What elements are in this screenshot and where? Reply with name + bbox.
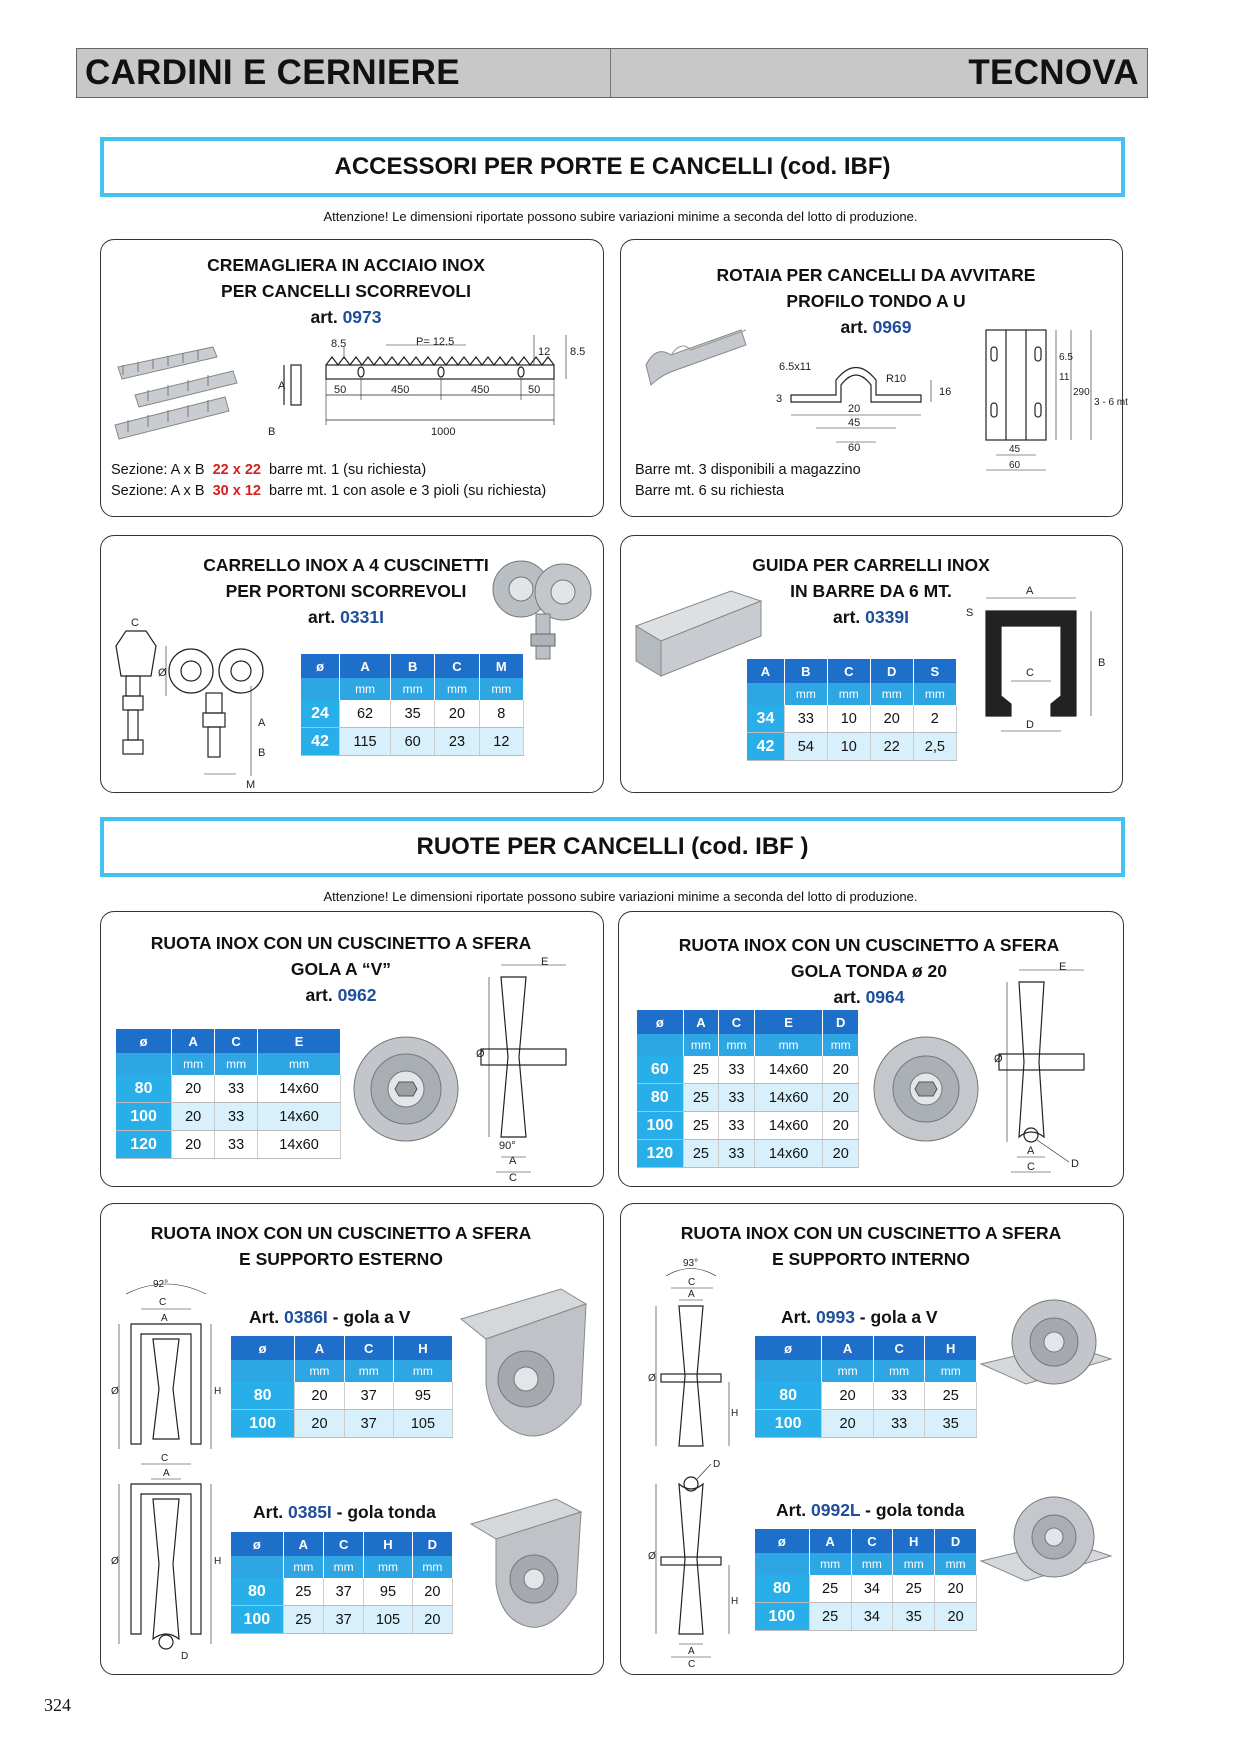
external-support-v-photo <box>441 1284 591 1454</box>
table-row: 24 62 35 20 8 <box>301 700 524 728</box>
table-row: 80 20 33 25 <box>755 1382 977 1410</box>
article-code: 0973 <box>342 307 382 327</box>
svg-text:A: A <box>509 1155 517 1167</box>
table-row: 100 25 34 35 20 <box>755 1603 977 1631</box>
product-title: CREMAGLIERA IN ACCIAIO INOX PER CANCELLI SCORREVOLI art. 0973 <box>207 255 485 327</box>
wheel-0962-table: ø A C E mm mm mm 80 20 33 14x60 100 20 33 14x60 120 20 33 14x60 <box>116 1029 341 1159</box>
svg-text:90°: 90° <box>499 1140 516 1152</box>
svg-text:H: H <box>214 1556 222 1567</box>
product-card-0964 <box>618 911 1124 1187</box>
internal-support-v-photo <box>976 1294 1116 1414</box>
table-row: 80 25 37 95 20 <box>231 1578 453 1606</box>
svg-text:A: A <box>1027 1145 1035 1157</box>
svg-text:20: 20 <box>848 403 861 415</box>
svg-text:A: A <box>161 1313 168 1324</box>
svg-text:60: 60 <box>1009 460 1021 471</box>
header-brand: TECNOVA <box>968 53 1139 92</box>
page-header <box>76 48 1148 98</box>
wheel-0385I-table: ø A C H D mm mm mm mm 80 25 37 95 20 100 25 37 105 20 <box>231 1532 453 1634</box>
rail-availability: Barre mt. 3 disponibili a magazzino Barre mt. 6 su richiesta <box>635 462 861 499</box>
svg-text:12: 12 <box>538 346 551 358</box>
wheel-0964-table: ø A C E D mm mm mm mm 60 25 33 14x60 20 80 25 33 14x60 20 100 25 33 14x60 20 120 25 33 14x60 20 <box>637 1010 859 1168</box>
svg-text:P= 12.5: P= 12.5 <box>416 336 455 348</box>
table-row: 120 20 33 14x60 <box>116 1131 341 1159</box>
guide-section-drawing <box>966 586 1116 736</box>
trolley-drawing <box>106 616 276 791</box>
svg-text:Ø: Ø <box>158 667 167 679</box>
svg-text:A: A <box>258 717 266 729</box>
svg-text:D: D <box>713 1459 721 1470</box>
svg-text:50: 50 <box>528 384 541 396</box>
article-label-0993: Art. 0993 - gola a V <box>781 1307 938 1327</box>
svg-text:1000: 1000 <box>431 426 456 438</box>
table-row: 100 20 33 14x60 <box>116 1103 341 1131</box>
product-card-0973 <box>100 239 604 517</box>
svg-text:290: 290 <box>1073 387 1090 398</box>
article-label-0386I: Art. 0386I - gola a V <box>249 1307 411 1327</box>
svg-text:Ø: Ø <box>111 1556 119 1567</box>
svg-text:Ø: Ø <box>648 1373 656 1384</box>
svg-text:45: 45 <box>1009 444 1021 455</box>
svg-text:A: A <box>1026 585 1034 597</box>
rail-front-drawing <box>976 325 1128 475</box>
product-title: RUOTA INOX CON UN CUSCINETTO A SFERA E SUPPORTO ESTERNO <box>150 1223 532 1269</box>
svg-text:H: H <box>214 1386 222 1397</box>
wheel-v-photo <box>349 1032 464 1147</box>
page-number: 324 <box>44 1695 71 1715</box>
production-notice: Attenzione! Le dimensioni riportate possono subire variazioni minime a seconda del lotto di produzione. <box>323 209 918 224</box>
trolley-photo <box>491 554 596 664</box>
svg-text:D: D <box>181 1651 189 1662</box>
svg-text:50: 50 <box>334 384 347 396</box>
rack-photo <box>113 335 263 445</box>
guide-dimensions-table: A B C D S mm mm mm mm 34 33 10 20 2 42 54 10 22 2,5 <box>747 659 957 761</box>
internal-support-round-drawing <box>648 1459 741 1670</box>
table-row: 80 25 34 25 20 <box>755 1575 977 1603</box>
svg-text:3 - 6 mt: 3 - 6 mt <box>1094 397 1128 408</box>
svg-text:C: C <box>509 1172 517 1184</box>
svg-text:B: B <box>268 426 276 438</box>
svg-text:6.5: 6.5 <box>1059 352 1073 363</box>
svg-text:H: H <box>731 1596 739 1607</box>
wheel-0386I-table: ø A C H mm mm mm 80 20 37 95 100 20 37 105 <box>231 1336 453 1438</box>
article-label-0385I: Art. 0385I - gola tonda <box>253 1502 436 1522</box>
svg-text:60: 60 <box>848 442 861 454</box>
svg-text:92°: 92° <box>153 1279 169 1290</box>
table-row: 42 54 10 22 2,5 <box>747 733 957 761</box>
article-code: 0969 <box>872 317 912 337</box>
article-code: 0962 <box>337 985 377 1005</box>
svg-text:3: 3 <box>776 393 783 405</box>
article-code: 0964 <box>865 987 905 1007</box>
svg-text:11: 11 <box>1059 372 1070 383</box>
svg-text:A: A <box>278 380 286 392</box>
svg-text:B: B <box>1098 657 1106 669</box>
wheel-round-photo <box>869 1032 984 1147</box>
svg-text:A: A <box>163 1468 170 1479</box>
svg-text:C: C <box>159 1297 167 1308</box>
article-label-0992L: Art. 0992L - gola tonda <box>776 1500 965 1520</box>
table-row: 100 25 37 105 20 <box>231 1606 453 1634</box>
wheel-v-drawing <box>471 957 601 1182</box>
svg-text:93°: 93° <box>683 1258 699 1269</box>
header-category: CARDINI E CERNIERE <box>77 49 611 97</box>
product-title: ROTAIA PER CANCELLI DA AVVITARE PROFILO TONDO A U art. 0969 <box>716 265 1036 337</box>
table-row: 60 25 33 14x60 20 <box>637 1056 859 1084</box>
rack-sections: Sezione: A x B 22 x 22 barre mt. 1 (su richiesta) Sezione: A x B 30 x 12 barre mt. 1 con asole e 3 pioli (su richiesta) <box>111 462 547 499</box>
external-support-round-photo <box>456 1494 586 1644</box>
product-card-0969 <box>620 239 1128 517</box>
svg-text:C: C <box>688 1659 696 1670</box>
table-row: 120 25 33 14x60 20 <box>637 1140 859 1168</box>
product-title: RUOTA INOX CON UN CUSCINETTO A SFERA GOLA TONDA ø 20 art. 0964 <box>678 935 1060 1007</box>
product-title: GUIDA PER CARRELLI INOX IN BARRE DA 6 MT. art. 0339I <box>752 555 990 627</box>
rail-profile-drawing <box>771 340 971 455</box>
product-title: RUOTA INOX CON UN CUSCINETTO A SFERA E SUPPORTO INTERNO <box>680 1223 1062 1269</box>
svg-text:C: C <box>688 1277 696 1288</box>
rail-photo <box>641 325 751 400</box>
wheel-0992L-table: ø A C H D mm mm mm mm 80 25 34 25 20 100 25 34 35 20 <box>755 1529 977 1631</box>
product-title: RUOTA INOX CON UN CUSCINETTO A SFERA GOLA A “V” art. 0962 <box>150 933 532 1005</box>
svg-text:Ø: Ø <box>994 1053 1003 1065</box>
wheel-0993-table: ø A C H mm mm mm 80 20 33 25 100 20 33 35 <box>755 1336 977 1438</box>
internal-support-v-drawing <box>648 1256 741 1456</box>
svg-text:8.5: 8.5 <box>570 346 586 358</box>
product-card-0331I <box>100 535 604 793</box>
svg-text:E: E <box>1059 961 1067 973</box>
svg-text:C: C <box>131 617 139 629</box>
section-title-accessori: ACCESSORI PER PORTE E CANCELLI (cod. IBF) <box>100 137 1125 197</box>
svg-text:450: 450 <box>391 384 410 396</box>
product-title: CARRELLO INOX A 4 CUSCINETTI PER PORTONI SCORREVOLI art. 0331I <box>203 555 489 627</box>
rack-technical-drawing <box>266 335 596 450</box>
table-row: 42 115 60 23 12 <box>301 728 524 756</box>
svg-text:16: 16 <box>939 386 952 398</box>
svg-text:D: D <box>1026 719 1034 731</box>
svg-text:A: A <box>688 1289 695 1300</box>
table-row: 100 25 33 14x60 20 <box>637 1112 859 1140</box>
external-support-round-drawing <box>111 1454 221 1669</box>
svg-text:Ø: Ø <box>111 1386 119 1397</box>
article-code: 0339I <box>865 607 909 627</box>
section-title-ruote: RUOTE PER CANCELLI (cod. IBF ) <box>100 817 1125 877</box>
table-row: 80 20 33 14x60 <box>116 1075 341 1103</box>
svg-text:450: 450 <box>471 384 490 396</box>
product-card-0339I <box>620 535 1123 793</box>
svg-text:6.5x11: 6.5x11 <box>779 361 812 373</box>
svg-text:A: A <box>688 1646 695 1657</box>
svg-text:M: M <box>246 779 256 791</box>
wheel-round-drawing <box>989 962 1119 1177</box>
svg-text:Ø: Ø <box>476 1048 485 1060</box>
svg-text:H: H <box>731 1408 739 1419</box>
trolley-dimensions-table: ø A B C M mm mm mm mm 24 62 35 20 8 42 115 60 23 12 <box>301 654 524 756</box>
product-card-supporto-interno <box>620 1203 1124 1675</box>
product-card-supporto-esterno <box>100 1203 604 1675</box>
svg-text:C: C <box>161 1453 169 1464</box>
article-code: 0331I <box>340 607 384 627</box>
svg-text:C: C <box>1027 1161 1035 1173</box>
production-notice: Attenzione! Le dimensioni riportate possono subire variazioni minime a seconda del lotto di produzione. <box>323 889 918 904</box>
svg-text:R10: R10 <box>886 373 907 385</box>
external-support-v-drawing <box>111 1279 221 1459</box>
table-row: 34 33 10 20 2 <box>747 705 957 733</box>
svg-text:S: S <box>966 607 974 619</box>
svg-text:E: E <box>541 956 549 968</box>
svg-text:B: B <box>258 747 266 759</box>
table-row: 80 25 33 14x60 20 <box>637 1084 859 1112</box>
table-row: 80 20 37 95 <box>231 1382 453 1410</box>
table-row: 100 20 37 105 <box>231 1410 453 1438</box>
svg-text:D: D <box>1071 1158 1079 1170</box>
table-row: 100 20 33 35 <box>755 1410 977 1438</box>
svg-text:C: C <box>1026 667 1034 679</box>
internal-support-round-photo <box>976 1489 1116 1609</box>
svg-text:45: 45 <box>848 417 861 429</box>
svg-text:8.5: 8.5 <box>331 338 347 350</box>
product-card-0962 <box>100 911 604 1187</box>
svg-text:Ø: Ø <box>648 1551 656 1562</box>
